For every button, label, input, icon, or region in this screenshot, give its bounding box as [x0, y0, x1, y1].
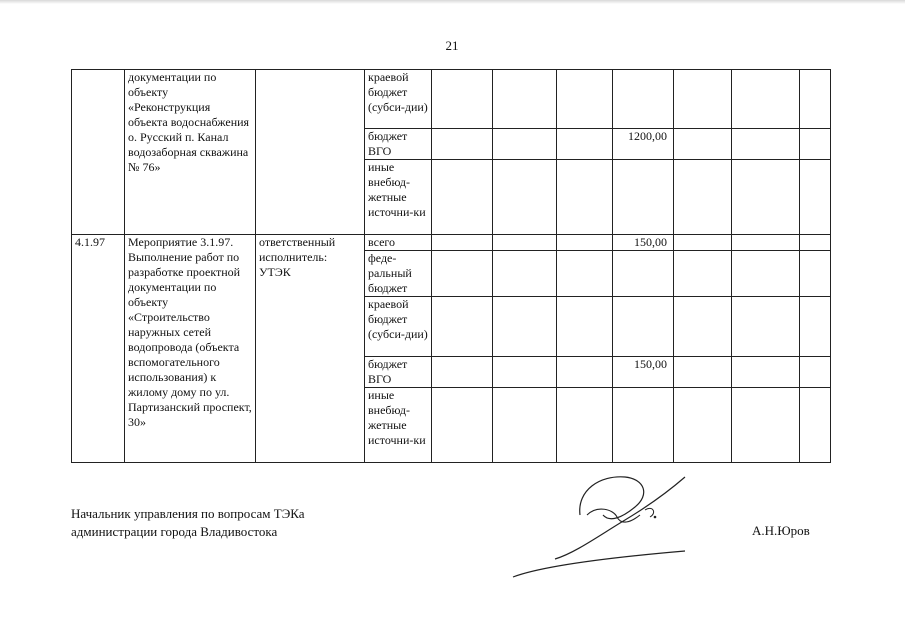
row-number-cell — [72, 70, 125, 235]
funding-source-cell: феде-ральный бюджет — [365, 251, 432, 297]
handwritten-signature — [505, 465, 705, 580]
page-number: 21 — [445, 38, 459, 53]
description-cell: документации по объекту «Реконструкция объекта водоснабжения о. Русский п. Канал водозаборная скважина № 76» — [125, 70, 256, 235]
executor-cell — [256, 70, 365, 235]
amount-cell — [613, 70, 674, 129]
position-line-2: администрации города Владивостока — [71, 524, 278, 539]
funding-source-cell: бюджет ВГО — [365, 357, 432, 388]
funding-source-cell: бюджет ВГО — [365, 129, 432, 160]
signatory-position — [71, 505, 305, 541]
executor-cell: ответственный исполнитель: УТЭК — [256, 235, 365, 463]
table-row — [72, 235, 831, 251]
amount-cell — [613, 388, 674, 463]
position-line-1: Начальник управления по вопросам ТЭКа — [71, 506, 305, 521]
funding-source-cell: иные внебюд-жетные источни-ки — [365, 388, 432, 463]
row-number-cell: 4.1.97 — [72, 235, 125, 463]
amount-cell — [613, 297, 674, 357]
amount-cell — [613, 251, 674, 297]
scan-edge — [0, 0, 905, 4]
table-row — [72, 70, 831, 129]
funding-source-cell: всего — [365, 235, 432, 251]
funding-source-cell: краевой бюджет (субси-дии) — [365, 297, 432, 357]
amount-cell: 1200,00 — [613, 129, 674, 160]
funding-table — [71, 69, 831, 463]
funding-source-cell: иные внебюд-жетные источни-ки — [365, 160, 432, 235]
amount-cell: 150,00 — [613, 357, 674, 388]
funding-source-cell: краевой бюджет (субси-дии) — [365, 70, 432, 129]
signer-name: А.Н.Юров — [752, 523, 810, 538]
amount-cell: 150,00 — [613, 235, 674, 251]
amount-cell — [613, 160, 674, 235]
description-cell: Мероприятие 3.1.97. Выполнение работ по разработке проектной документации по объекту «Строительство наружных сетей водопровода (объекта вспомогательного использования) к жилому дому по ул. Партизанский проспект, 30» — [125, 235, 256, 463]
